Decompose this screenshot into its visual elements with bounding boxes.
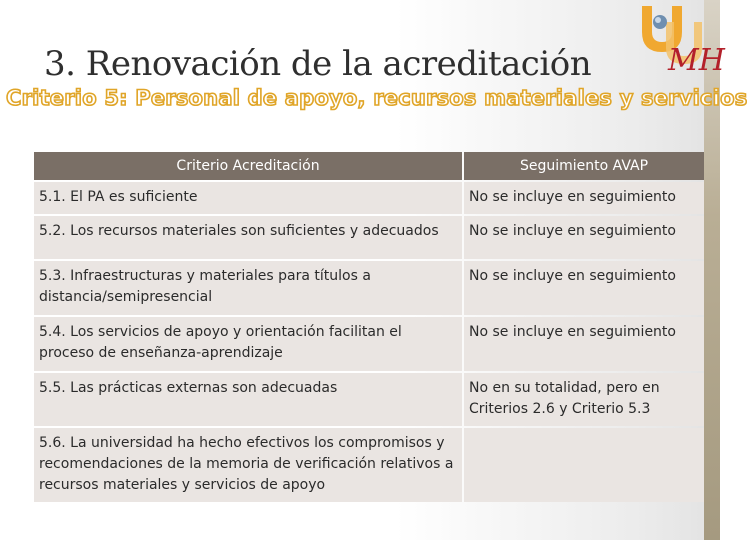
table-row	[34, 182, 704, 214]
slide-subtitle: Criterio 5: Personal de apoyo, recursos materiales y servicios	[6, 86, 747, 110]
criteria-table	[32, 150, 706, 504]
criterio-cell: 5.1. El PA es suficiente	[34, 182, 462, 214]
table-row	[34, 216, 704, 259]
table-header-row	[34, 152, 704, 180]
criterio-cell: 5.2. Los recursos materiales son suficientes y adecuados	[34, 216, 462, 259]
criterio-cell: 5.5. Las prácticas externas son adecuadas	[34, 373, 462, 426]
university-logo	[636, 2, 725, 82]
seguimiento-cell: No se incluye en seguimiento	[464, 261, 704, 315]
seguimiento-cell: No se incluye en seguimiento	[464, 317, 704, 371]
criterio-cell: 5.6. La universidad ha hecho efectivos los compromisos y recomendaciones de la memoria de verificación relativos a recursos materiales y servicios de apoyo	[34, 428, 462, 502]
header-seguimiento: Seguimiento AVAP	[464, 152, 704, 180]
seguimiento-cell: No en su totalidad, pero en Criterios 2.6 y Criterio 5.3	[464, 373, 704, 426]
table-row	[34, 317, 704, 371]
table-row	[34, 428, 704, 502]
logo-text: MH	[668, 43, 725, 78]
slide-title: 3. Renovación de la acreditación	[44, 44, 592, 84]
seguimiento-cell	[464, 428, 704, 502]
table-row	[34, 373, 704, 426]
criterio-cell: 5.3. Infraestructuras y materiales para títulos a distancia/semipresencial	[34, 261, 462, 315]
criterio-cell: 5.4. Los servicios de apoyo y orientación facilitan el proceso de enseñanza-aprendizaje	[34, 317, 462, 371]
seguimiento-cell: No se incluye en seguimiento	[464, 182, 704, 214]
seguimiento-cell: No se incluye en seguimiento	[464, 216, 704, 259]
header-criterio: Criterio Acreditación	[34, 152, 462, 180]
table-row	[34, 261, 704, 315]
